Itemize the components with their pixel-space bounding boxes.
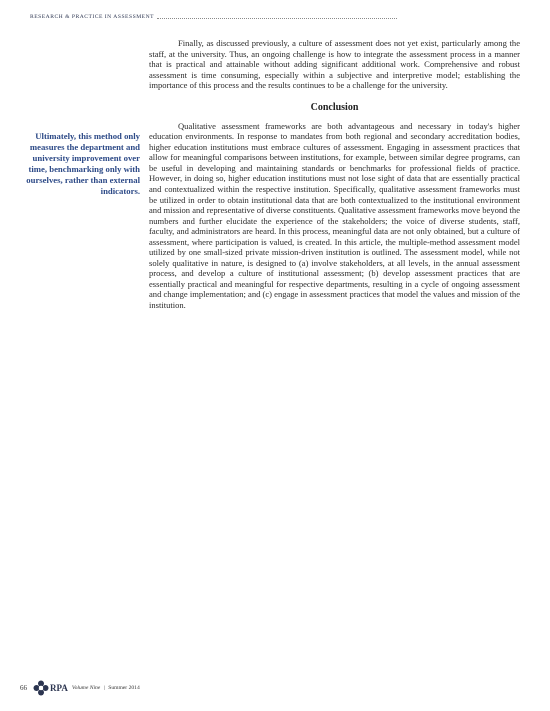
main-column [149, 38, 520, 311]
intro-paragraph: Finally, as discussed previously, a culture of assessment does not yet exist, particularly among the staff, at the university. Thus, an ongoing challenge is how to integrate the assessment process in a manner that is practical and attainable without adding significant additional work. Comprehensive and robust assessment is time consuming, especially within a subjective and interpretive model; establishing the importance of this process and the results continues to be a challenge for the university. [149, 38, 520, 91]
logo-text: RPA [50, 683, 68, 693]
footer-separator: | [103, 685, 105, 691]
running-head [30, 12, 530, 22]
pull-quote: Ultimately, this method only measures the department and university improvement over time, benchmarking only with ourselves, rather than external indicators. [26, 131, 140, 196]
publication-title: Volume Nine [71, 685, 101, 691]
conclusion-paragraph: Qualitative assessment frameworks are both advantageous and necessary in today's higher education environments. In response to mandates from both regional and secondary accreditation bodies, higher education institutions must embrace cultures of assessment. Engaging in assessment practices that allow for meaningful comparisons between institutions, for example, between similar degree programs, can be useful in developing and maintaining standards or benchmarks for professional fields of practice. However, in doing so, higher education institutions must not lose sight of data that are essentially practical and contextualized within the respective institution. Specifically, qualitative assessment frameworks must be utilized in order to obtain institutional data that are both contextualized to the institutional environment and mission and representative of diverse constituents. Qualitative assessment frameworks move beyond the numbers and further elucidate the experience of the stakeholders; the voice of diverse students, staff, faculty, and administrators are heard. In this process, meaningful data are not only obtained, but a culture of assessment, where participation is valued, is created. In this article, the multiple-method assessment model utilized by one small-sized private mission-driven institution is outlined. The assessment model, while not solely qualitative in nature, is designed to (a) involve stakeholders, at all levels, in the annual assessment process, and develop a culture of institutional assessment; (b) develop assessment practices that are essentially practical and meaningful for respective departments, resulting in a cycle of ongoing assessment and change implementation; and (c) engage in assessment practices that model the values and mission of the institution. [149, 120, 520, 311]
running-head-rule [157, 18, 397, 19]
issue-date: Summer 2014 [108, 685, 140, 691]
rpa-logo [33, 680, 68, 696]
section-heading: Conclusion [310, 101, 359, 113]
publication-info [72, 685, 140, 691]
page-number: 66 [20, 684, 27, 692]
running-head-title: RESEARCH & PRACTICE IN ASSESSMENT [30, 14, 155, 20]
flower-icon [33, 680, 49, 696]
page-footer [20, 680, 140, 696]
